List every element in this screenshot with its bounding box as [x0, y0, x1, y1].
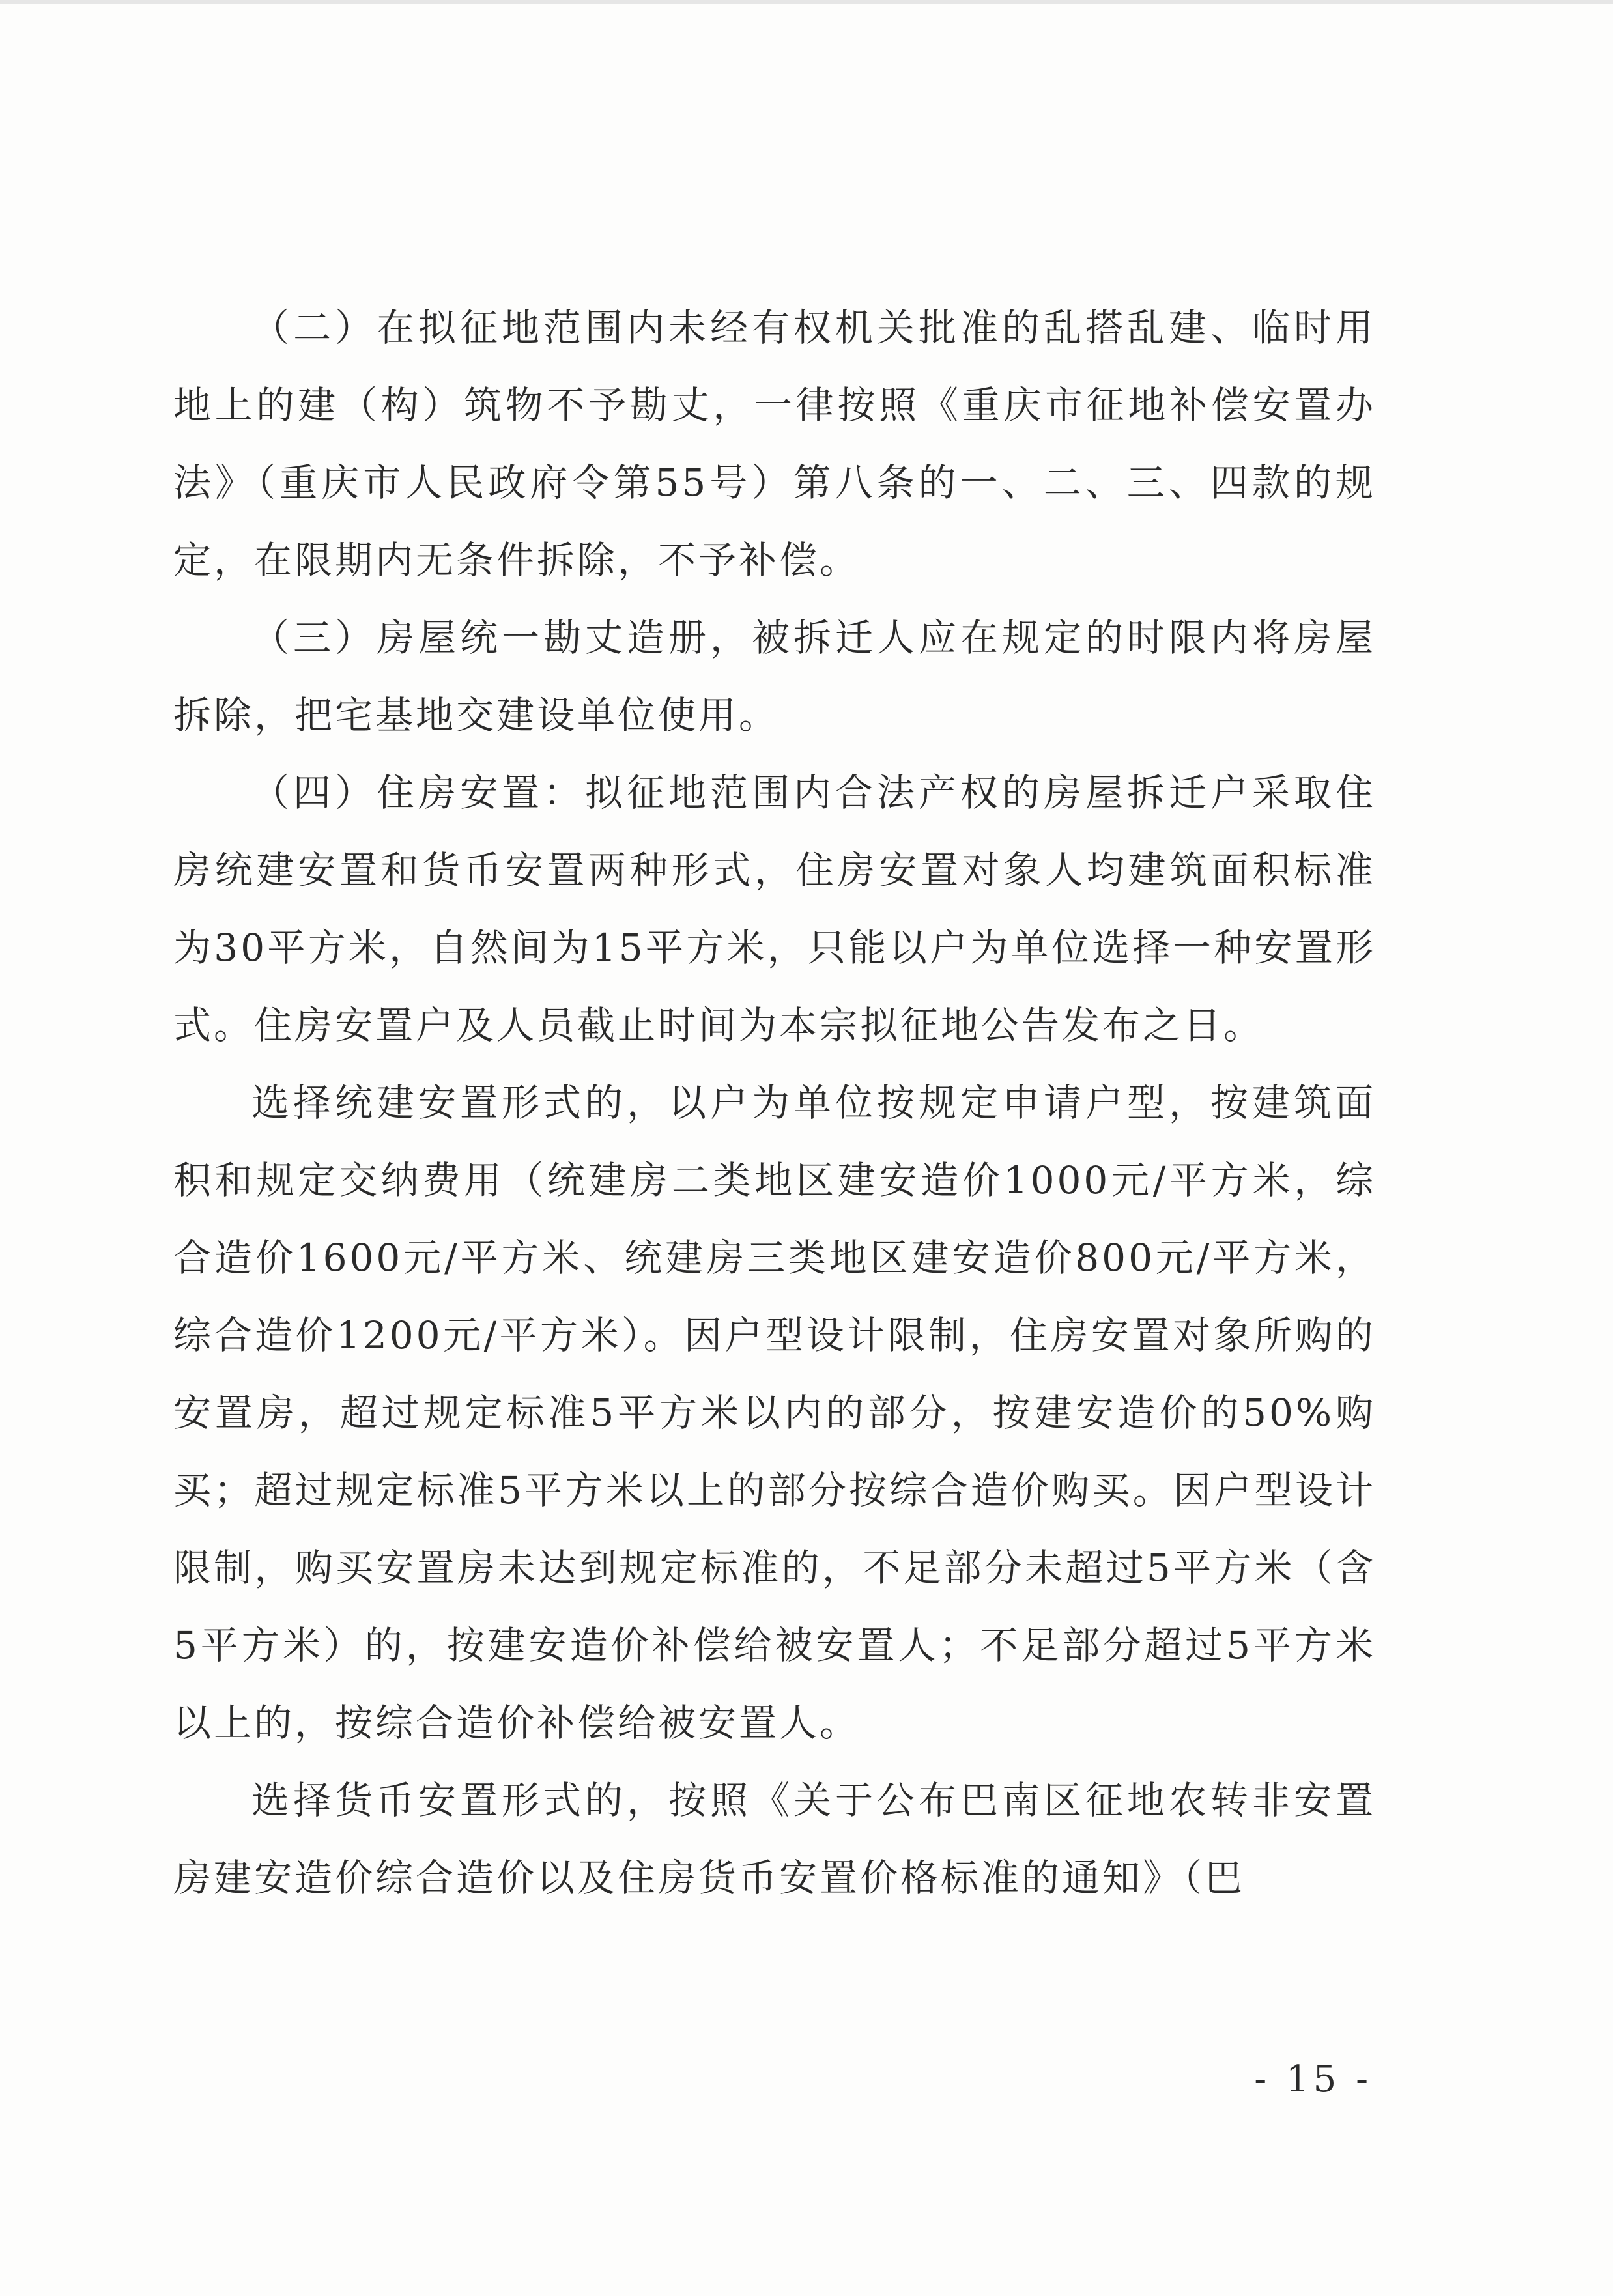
paragraph-unapproved-structures: （二）在拟征地范围内未经有权机关批准的乱搭乱建、临时用地上的建（构）筑物不予勘丈，一律按照《重庆市征地补偿安置办法》（重庆市人民政府令第55号）第八条的一、二、三、四款的规定，在限期内无条件拆除，不予补偿。: [173, 305, 1376, 582]
document-body: [173, 289, 1376, 1917]
page-number: - 15 -: [1254, 2058, 1372, 2101]
paragraph-housing-resettlement: （四）住房安置：拟征地范围内合法产权的房屋拆迁户采取住房统建安置和货币安置两种形式，住房安置对象人均建筑面积标准为30平方米，自然间为15平方米，只能以户为单位选择一种安置形式。住房安置户及人员截止时间为本宗拟征地公告发布之日。: [173, 771, 1376, 1047]
paragraph-house-survey: （三）房屋统一勘丈造册，被拆迁人应在规定的时限内将房屋拆除，把宅基地交建设单位使用。: [173, 616, 1376, 737]
paragraph-unified-construction: 选择统建安置形式的，以户为单位按规定申请户型，按建筑面积和规定交纳费用（统建房二类地区建安造价1000元/平方米，综合造价1600元/平方米、统建房三类地区建安造价800元/平方米，综合造价1200元/平方米）。因户型设计限制，住房安置对象所购的安置房，超过规定标准5平方米以内的部分，按建安造价的50%购买；超过规定标准5平方米以上的部分按综合造价购买。因户型设计限制，购买安置房未达到规定标准的，不足部分未超过5平方米（含5平方米）的，按建安造价补偿给被安置人；不足部分超过5平方米以上的，按综合造价补偿给被安置人。: [173, 1081, 1376, 1745]
scan-edge: [0, 0, 1613, 4]
paragraph-monetary-resettlement: 选择货币安置形式的，按照《关于公布巴南区征地农转非安置房建安造价综合造价以及住房货币安置价格标准的通知》（巴: [173, 1778, 1376, 1900]
